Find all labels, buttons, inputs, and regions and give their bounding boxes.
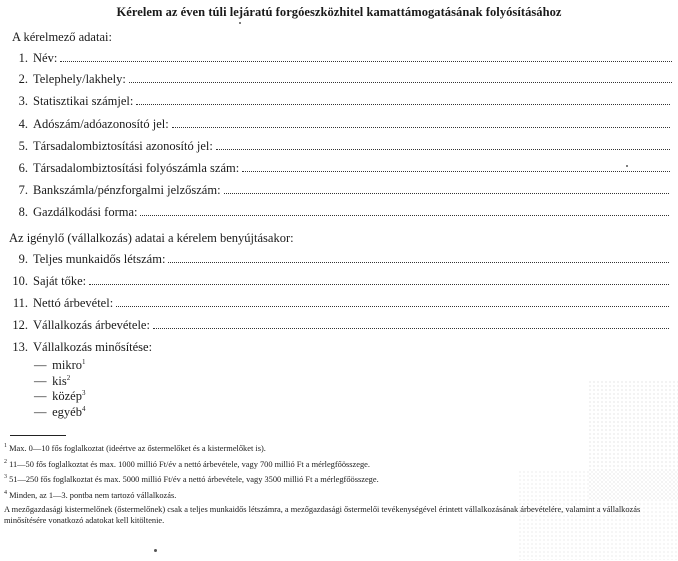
field-row-statistical-id <box>0 94 670 110</box>
footnote-marker: 4 <box>4 489 7 496</box>
field-label: Statisztikai számjel: <box>33 94 134 108</box>
fill-line[interactable] <box>224 183 669 194</box>
footnote-text: Minden, az 1—3. pontba nem tartozó vállalkozás. <box>9 490 177 500</box>
option-label: egyéb <box>52 404 82 419</box>
field-row-enterprise-revenue <box>0 318 669 334</box>
section-heading-enterprise: Az igénylő (vállalkozás) adatai a kérelem benyújtásakor: <box>9 231 294 245</box>
field-number: 10. <box>12 274 28 288</box>
footnote-text: Max. 0—10 fős foglalkoztat (ideértve az őstermelőket és a kistermelőket is). <box>9 443 266 453</box>
footnote-text: 11—50 fős foglalkoztat és max. 1000 millió Ft/év a nettó árbevétele, vagy 700 millió Ft a mérlegfőösszege. <box>9 459 370 469</box>
field-row-bank-account <box>0 183 669 199</box>
field-row-name <box>0 51 672 67</box>
footnote-ref: 4 <box>81 404 86 413</box>
field-number: 8. <box>18 205 28 219</box>
footnote-ref: 2 <box>66 373 71 382</box>
fill-line[interactable] <box>172 117 670 128</box>
field-label: Nettó árbevétel: <box>33 296 114 310</box>
field-number: 7. <box>18 183 28 197</box>
field-number: 9. <box>18 252 28 266</box>
field-label: Vállalkozás árbevétele: <box>33 318 150 332</box>
field-number: 12. <box>12 318 28 332</box>
field-number: 6. <box>18 161 28 175</box>
section-heading-applicant: A kérelmező adatai: <box>12 30 112 44</box>
field-row-social-security-account <box>0 161 670 177</box>
scan-speck <box>154 549 157 552</box>
fill-line[interactable] <box>242 161 670 172</box>
option-label: mikro <box>52 358 82 373</box>
option-label: közép <box>52 389 82 404</box>
footnote-ref: 3 <box>81 389 86 397</box>
field-label: Vállalkozás minősítése: <box>33 340 153 354</box>
field-number: 4. <box>18 117 28 131</box>
field-label: Saját tőke: <box>33 274 87 288</box>
fill-line[interactable] <box>89 274 669 285</box>
field-row-tax-id <box>0 117 670 133</box>
field-number: 5. <box>18 139 28 153</box>
footnote-note: A mezőgazdasági kistermelőnek (őstermelőnek) csak a teljes munkaidős létszámra, a mezőgazdasági őstermelői tevékenységével érintett vállalkozásának árbevételére, valamint a vállalkozás minősítésére vonatkozó adatokat kell kitöltenie. <box>4 505 641 526</box>
field-label: Telephely/lakhely: <box>33 72 126 86</box>
field-number: 13. <box>12 340 28 354</box>
field-label: Adószám/adóazonosító jel: <box>33 117 169 131</box>
field-row-enterprise-classification <box>0 340 400 356</box>
field-label: Gazdálkodási forma: <box>33 205 138 219</box>
footnote-2 <box>4 456 668 472</box>
fill-line[interactable] <box>168 252 669 263</box>
fill-line[interactable] <box>136 94 670 105</box>
scan-speck <box>626 165 628 167</box>
option-dash: — <box>34 404 47 419</box>
option-label: kis <box>52 373 67 388</box>
option-dash: — <box>34 373 47 388</box>
option-small[interactable] <box>34 374 85 390</box>
field-row-headcount <box>0 252 669 268</box>
option-micro[interactable] <box>34 358 85 374</box>
scan-noise <box>518 470 678 560</box>
fill-line[interactable] <box>60 51 672 62</box>
option-dash: — <box>34 358 47 373</box>
page-title: Kérelem az éven túli lejáratú forgóeszközhitel kamattámogatásának folyósításához <box>116 5 562 19</box>
footnote-marker: 1 <box>4 443 7 449</box>
field-row-net-revenue <box>0 296 669 312</box>
field-row-address <box>0 72 672 88</box>
fill-line[interactable] <box>140 205 669 216</box>
field-label: Teljes munkaidős létszám: <box>33 252 166 266</box>
field-label: Bankszámla/pénzforgalmi jelzőszám: <box>33 183 221 197</box>
field-number: 11. <box>12 296 28 310</box>
classification-options <box>34 358 85 420</box>
footnote-divider <box>10 435 66 436</box>
footnote-marker: 2 <box>4 458 7 465</box>
field-number: 3. <box>18 94 28 108</box>
field-label: Társadalombiztosítási folyószámla szám: <box>33 161 240 175</box>
field-label: Társadalombiztosítási azonosító jel: <box>33 139 213 153</box>
field-row-equity <box>0 274 669 290</box>
fill-line[interactable] <box>129 72 672 83</box>
field-row-business-form <box>0 205 669 221</box>
fill-line[interactable] <box>216 139 670 150</box>
option-other[interactable] <box>34 405 85 421</box>
fill-line[interactable] <box>116 296 669 307</box>
footnote-marker: 3 <box>4 474 7 481</box>
field-row-social-security-id <box>0 139 670 155</box>
field-number: 1. <box>18 51 28 65</box>
field-label: Név: <box>33 51 58 65</box>
footnote-1 <box>4 440 668 456</box>
field-number: 2. <box>18 72 28 86</box>
option-dash: — <box>34 389 47 404</box>
fill-line[interactable] <box>153 318 669 329</box>
footnote-text: 51—250 fős foglalkoztat és max. 5000 millió Ft/év a nettó árbevétele, vagy 3500 millió Ft a mérlegfőösszege. <box>9 474 379 484</box>
option-medium[interactable] <box>34 389 85 405</box>
footnote-ref: 1 <box>81 358 86 366</box>
scan-speck <box>239 22 241 24</box>
